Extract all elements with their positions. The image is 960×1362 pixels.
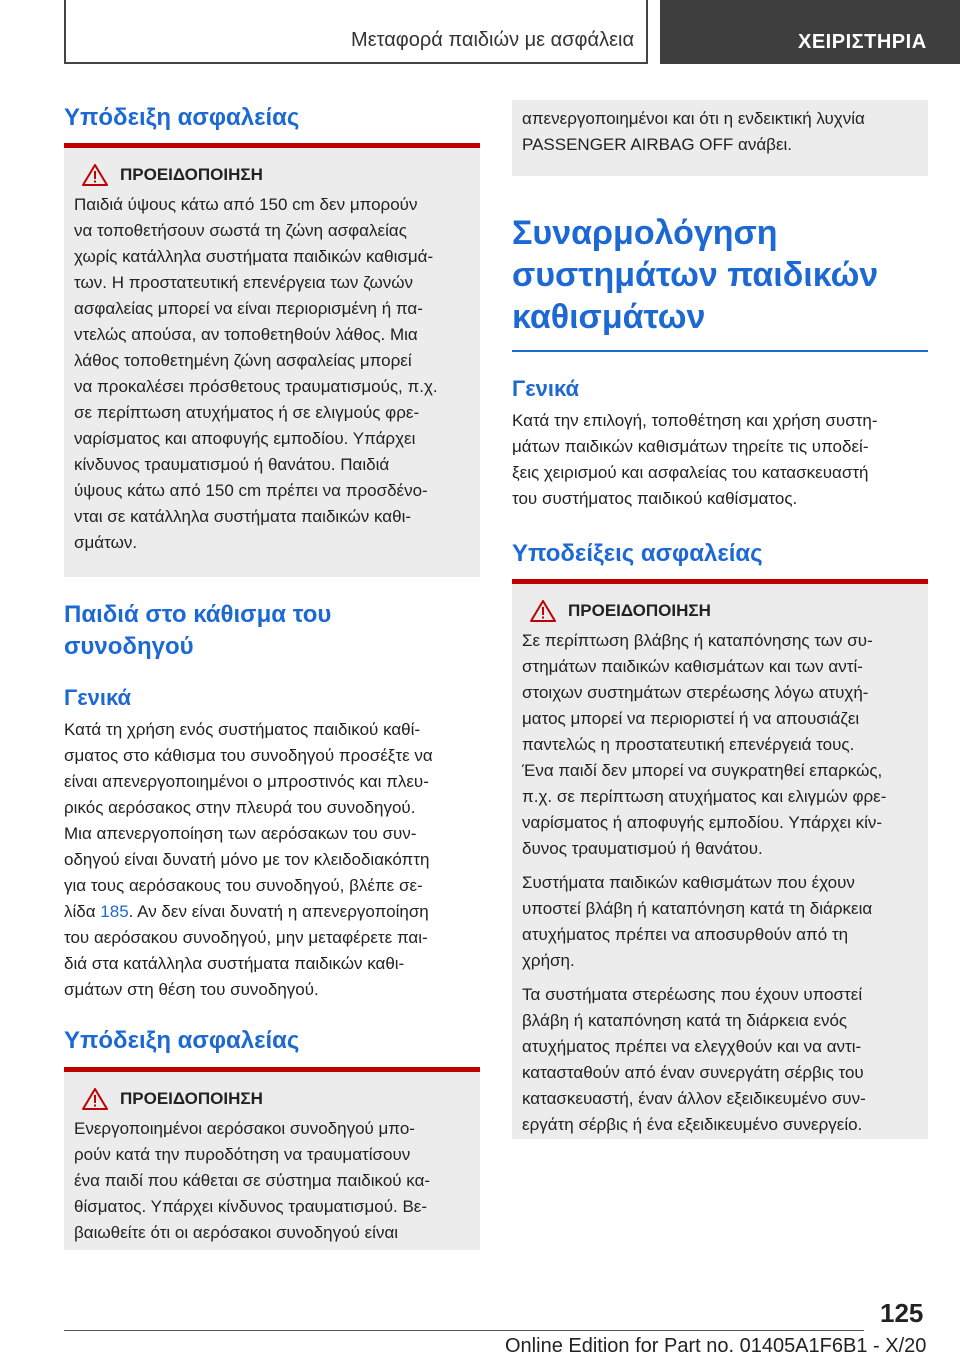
warning-paragraph-1: Σε περίπτωση βλάβης ή καταπόνησης των συ‐ στημάτων παιδικών καθισμάτων και των αντί‐ στοιχων συστημάτων στερέωσης λόγω ατυχή‐ ματος μπορεί να περιοριστεί ή να απουσιάζει παντελώς η προστατευτική επενέργειά τους. Ένα παιδί δεν μπορεί να συγκρατηθεί επαρκώς, π.χ. σε περίπτωση ατυχήματος και ελιγμών φρε‐ ναρίσματος ή αποφυγής εμποδίου. Υπάρχει κίν‐ δυνος τραυματισμού ή θανάτου. — [522, 631, 887, 858]
chapter-tab — [660, 0, 960, 64]
warning-text: Παιδιά ύψους κάτω από 150 cm δεν μπορούν να τοποθετήσουν σωστά τη ζώνη ασφαλείας χωρίς κατάλληλα συστήματα παιδικών καθισμά‐ των. Η προστατευτική επενέργεια των ζωνών ασφαλείας μπορεί να είναι περιορισμένη ή πα‐ ντελώς απούσα, αν τοποθετηθούν λάθος. Μια λάθος τοποθετημένη ζώνη ασφαλείας μπορεί να προκαλέσει πρόσθετους τραυματισμούς, π.χ. σε περίπτωση ατυχήματος ή σε ελιγμούς φρε‐ ναρίσματος και αποφυγής εμποδίου. Υπάρχει κίνδυνος τραυματισμού ή θανάτου. Παιδιά ύψους κάτω από 150 cm πρέπει να προσδένο‐ νται σε κατάλληλα συστήματα παιδικών καθι‐ σμάτων. — [74, 195, 438, 552]
warning-header — [82, 162, 470, 188]
warning-paragraph-2: Συστήματα παιδικών καθισμάτων που έχουν υποστεί βλάβη ή καταπόνηση κατά τη διάρκεια ατυχήματος πρέπει να αποσυρθούν από τη χρήση. — [522, 873, 873, 970]
general-text: Κατά τη χρήση ενός συστήματος παιδικού καθί‐ σματος στο κάθισμα του συνοδηγού προσέξτε να είναι απενεργοποιημένοι ο μπροστινός και πλευ‐ ρικός αερόσακος στην πλευρά του συνοδηγού. Μια απενεργοποίηση των αερόσακων του συν‐ οδηγού είναι δυνατή μόνο με τον κλειδοδιακόπτη για τους αερόσακους του συνοδηγού, βλέπε σε‐ λίδα 185. Αν δεν είναι δυνατή η απενεργοποίηση του αερόσακου συνοδηγού, μην μεταφέρετε παι‐ διά στα κατάλληλα συστήματα παιδικών καθι‐ σμάτων στη θέση του συνοδηγού. — [64, 720, 433, 999]
warning-box-right — [512, 584, 928, 1139]
warning-triangle-icon — [82, 164, 108, 186]
edition-note: Online Edition for Part no. 01405A1F6B1 - X/20 — [505, 1335, 927, 1357]
header-frame — [64, 0, 648, 64]
warning-header-right — [530, 598, 918, 624]
heading-safety-note-2: Υπόδειξη ασφαλείας — [64, 1027, 300, 1054]
heading-child-passenger-seat: Παιδιά στο κάθισμα του συνοδηγού — [64, 601, 332, 660]
heading-safety-notes: Υποδείξεις ασφαλείας — [512, 540, 763, 567]
general-text-right: Κατά την επιλογή, τοποθέτηση και χρήση συστη‐ μάτων παιδικών καθισμάτων τηρείτε τις υποδεί‐ ξεις χειρισμού και ασφαλείας του κατασκευαστή του συστήματος παιδικού καθίσματος. — [512, 411, 878, 508]
heading-rule — [512, 350, 928, 352]
warning-continuation-box — [512, 100, 928, 176]
warning-box — [64, 148, 480, 577]
section-title: Μεταφορά παιδιών με ασφάλεια — [351, 29, 634, 51]
warning-text-2: Ενεργοποιημένοι αερόσακοι συνοδηγού μπο‐ ρούν κατά την πυροδότηση να τραυματίσουν ένα παιδί που κάθεται σε σύστημα παιδικού κα‐ θίσματος. Υπάρχει κίνδυνος τραυματισμού. Βε‐ βαιωθείτε ότι οι αερόσακοι συνοδηγού είναι — [74, 1119, 431, 1242]
page-number: 125 — [880, 1298, 924, 1328]
warning-label: ΠΡΟΕΙΔΟΠΟΙΗΣΗ — [120, 165, 263, 184]
heading-general-right: Γενικά — [512, 376, 580, 401]
warning-header-2 — [82, 1086, 470, 1112]
page-reference-link[interactable]: 185 — [100, 902, 129, 921]
warning-continuation-text: απενεργοποιημένοι και ότι η ενδεικτική λυχνία PASSENGER AIRBAG OFF ανάβει. — [522, 109, 865, 154]
warning-box-2 — [64, 1072, 480, 1250]
warning-paragraph-3: Τα συστήματα στερέωσης που έχουν υποστεί βλάβη ή καταπόνηση κατά τη διάρκεια ενός ατυχήματος πρέπει να ελεγχθούν και να αντι‐ κατασταθούν από έναν συνεργάτη σέρβις του κατασκευαστή, έναν άλλον εξειδικευμένο συν‐ εργάτη σέρβις ή ένα εξειδικευμένο συνεργείο. — [522, 985, 866, 1134]
heading-child-seat-assembly: Συναρμολόγηση συστημάτων παιδικών καθισμάτων — [512, 214, 879, 336]
heading-safety-note: Υπόδειξη ασφαλείας — [64, 104, 300, 131]
warning-label-2: ΠΡΟΕΙΔΟΠΟΙΗΣΗ — [120, 1089, 263, 1108]
warning-label-right: ΠΡΟΕΙΔΟΠΟΙΗΣΗ — [568, 601, 711, 620]
left-column — [64, 100, 480, 1250]
warning-triangle-icon — [530, 600, 556, 622]
footer-rule — [64, 1330, 864, 1331]
right-column — [512, 100, 928, 1139]
heading-general: Γενικά — [64, 685, 132, 710]
chapter-tab-label: ΧΕΙΡΙΣΤΗΡΙΑ — [798, 31, 927, 53]
warning-triangle-icon — [82, 1088, 108, 1110]
